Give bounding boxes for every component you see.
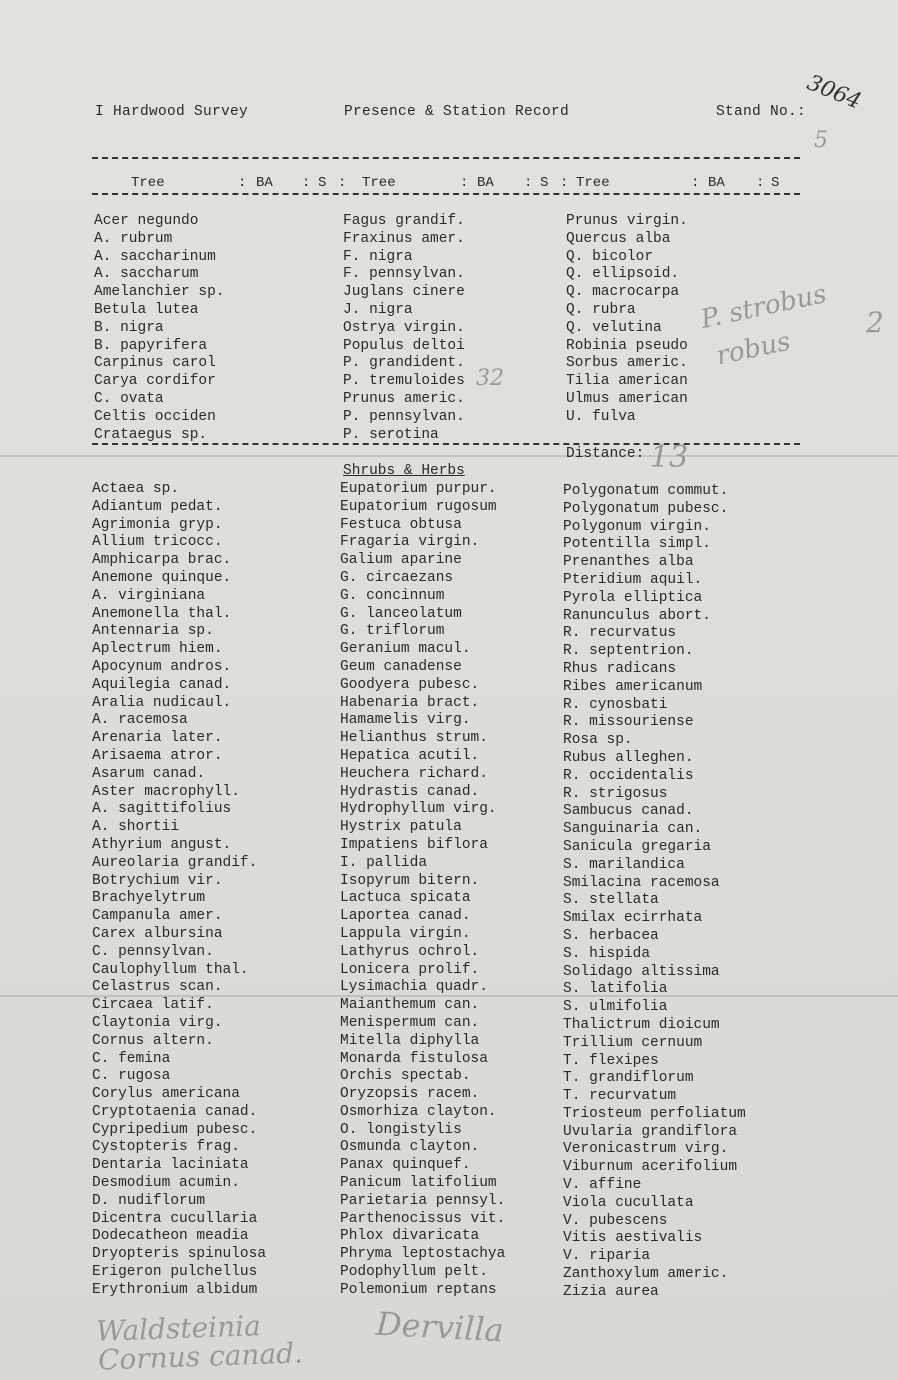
species-entry: Potentilla simpl. [563, 536, 711, 553]
species-entry: I. pallida [340, 854, 428, 871]
species-entry: Celastrus scan. [92, 979, 223, 996]
species-entry: Q. velutina [566, 319, 662, 336]
separator-colon: : [560, 175, 569, 191]
species-entry: Erythronium albidum [92, 1281, 258, 1298]
species-entry: Geranium macul. [340, 641, 471, 658]
distance-label: Distance: [566, 446, 645, 462]
species-entry: Corylus americana [92, 1086, 240, 1103]
species-entry: Botrychium vir. [92, 872, 223, 889]
species-entry: Podophyllum pelt. [340, 1264, 488, 1281]
species-entry: G. lanceolatum [340, 605, 462, 622]
species-entry: Goodyera pubesc. [340, 676, 480, 693]
species-entry: Cornus altern. [92, 1032, 214, 1049]
s-header-3: S [771, 175, 780, 191]
species-entry: Cryptotaenia canad. [92, 1103, 258, 1120]
separator-colon: : [756, 175, 765, 191]
species-entry: Menispermum can. [340, 1014, 480, 1031]
species-entry: J. nigra [343, 301, 413, 318]
species-entry: Solidago altissima [563, 963, 720, 980]
species-entry: U. fulva [566, 408, 636, 425]
species-entry: Arenaria later. [92, 730, 223, 747]
species-entry: Amelanchier sp. [94, 284, 225, 301]
species-entry: Allium tricocc. [92, 534, 223, 551]
species-entry: Thalictrum dioicum [563, 1016, 720, 1033]
species-entry: Amphicarpa brac. [92, 552, 232, 569]
species-entry: Geum canadense [340, 658, 462, 675]
species-entry: Monarda fistulosa [340, 1050, 488, 1067]
species-entry: Zanthoxylum americ. [563, 1266, 729, 1283]
species-entry: Lysimachia quadr. [340, 979, 488, 996]
species-entry: Aralia nudicaul. [92, 694, 232, 711]
species-entry: Sambucus canad. [563, 803, 694, 820]
species-entry: Celtis occiden [94, 408, 216, 425]
species-entry: Osmunda clayton. [340, 1139, 480, 1156]
header-rule-top [92, 157, 800, 159]
species-entry: Lonicera prolif. [340, 961, 480, 978]
stand-number: 3064 [803, 70, 865, 115]
tree-header-2: Tree [362, 175, 396, 191]
species-entry: Claytonia virg. [92, 1014, 223, 1031]
species-entry: Viburnum acerifolium [563, 1159, 738, 1176]
species-entry: Triosteum perfoliatum [563, 1105, 746, 1122]
species-entry: Apocynum andros. [92, 658, 232, 675]
corner-mark: 5 [814, 128, 828, 153]
species-entry: Ulmus american [566, 390, 688, 407]
species-entry: Juglans cinere [343, 284, 465, 301]
species-entry: A. virginiana [92, 587, 206, 604]
separator-colon: : [691, 175, 700, 191]
species-entry: S. marilandica [563, 856, 685, 873]
species-entry: Eupatorium rugosum [340, 498, 497, 515]
species-entry: Prunus americ. [343, 390, 465, 407]
species-entry: Cypripedium pubesc. [92, 1121, 258, 1138]
separator-colon: : [302, 175, 311, 191]
species-entry: C. ovata [94, 390, 164, 407]
species-entry: Veronicastrum virg. [563, 1141, 729, 1158]
tree-header-1: Tree [131, 175, 165, 191]
species-entry: Dryopteris spinulosa [92, 1246, 267, 1263]
tremuloides-note: 32 [476, 366, 504, 391]
species-entry: Viola cucullata [563, 1194, 694, 1211]
margin-note-strobus: P. strobus [698, 279, 830, 335]
species-entry: Laportea canad. [340, 908, 471, 925]
shrubs-herbs-heading: Shrubs & Herbs [343, 463, 465, 479]
species-entry: Phryma leptostachya [340, 1246, 506, 1263]
species-entry: Cystopteris frag. [92, 1139, 240, 1156]
bottom-note-dervilla: Dervilla [375, 1304, 505, 1350]
species-entry: Dentaria laciniata [92, 1157, 249, 1174]
species-entry: Polygonum virgin. [563, 518, 711, 535]
species-entry: Ostrya virgin. [343, 319, 465, 336]
species-entry: Fraxinus amer. [343, 230, 465, 247]
species-entry: Mitella diphylla [340, 1032, 480, 1049]
species-entry: A. racemosa [92, 712, 188, 729]
species-entry: Q. bicolor [566, 248, 654, 265]
species-entry: Hydrastis canad. [340, 783, 480, 800]
species-entry: Phlox divaricata [340, 1228, 480, 1245]
species-entry: O. longistylis [340, 1121, 462, 1138]
stand-no-label: Stand No.: [716, 104, 807, 120]
separator-colon: : [460, 175, 469, 191]
species-entry: Prenanthes alba [563, 554, 694, 571]
species-entry: R. cynosbati [563, 696, 668, 713]
species-entry: V. pubescens [563, 1212, 668, 1229]
species-entry: Caulophyllum thal. [92, 961, 249, 978]
species-entry: G. circaezans [340, 569, 454, 586]
species-entry: Populus deltoi [343, 337, 465, 354]
species-entry: G. triflorum [340, 623, 445, 640]
herb-list-col2 [340, 481, 505, 1300]
species-entry: Sorbus americ. [566, 355, 688, 372]
species-entry: Isopyrum bitern. [340, 872, 480, 889]
tree-header-3: Tree [576, 175, 610, 191]
species-entry: Quercus alba [566, 230, 671, 247]
bottom-note-cornus: Cornus canad. [97, 1336, 304, 1377]
header-rule-bottom [92, 193, 800, 195]
species-entry: T. grandiflorum [563, 1070, 694, 1087]
species-entry: V. affine [563, 1177, 642, 1194]
species-entry: T. recurvatum [563, 1088, 677, 1105]
species-entry: B. nigra [94, 319, 164, 336]
species-entry: C. pennsylvan. [92, 943, 214, 960]
species-entry: Campanula amer. [92, 908, 223, 925]
species-entry: Maianthemum can. [340, 997, 480, 1014]
species-entry: Crataegus sp. [94, 426, 208, 443]
species-entry: A. saccharinum [94, 248, 216, 265]
margin-note-count: 2 [866, 306, 884, 339]
species-entry: P. serotina [343, 426, 439, 443]
species-entry: T. flexipes [563, 1052, 659, 1069]
tree-list-col1 [94, 213, 225, 444]
species-entry: S. stellata [563, 892, 659, 909]
species-entry: Erigeron pulchellus [92, 1264, 258, 1281]
species-entry: S. herbacea [563, 927, 659, 944]
species-entry: Zizia aurea [563, 1283, 659, 1300]
species-entry: Dicentra cucullaria [92, 1210, 258, 1227]
species-entry: Uvularia grandiflora [563, 1123, 738, 1140]
species-entry: R. occidentalis [563, 767, 694, 784]
species-entry: Robinia pseudo [566, 337, 688, 354]
separator-colon: : [238, 175, 247, 191]
species-entry: Polemonium reptans [340, 1281, 497, 1298]
species-entry: D. nudiflorum [92, 1192, 206, 1209]
ba-header-3: BA [708, 175, 725, 191]
margin-note-robus: robus [713, 326, 794, 372]
species-entry: Polygonatum pubesc. [563, 500, 729, 517]
species-entry: Pyrola elliptica [563, 589, 703, 606]
species-entry: A. shortii [92, 819, 180, 836]
distance-value: 13 [650, 440, 689, 475]
species-entry: A. sagittifolius [92, 801, 232, 818]
species-entry: Festuca obtusa [340, 516, 462, 533]
species-entry: V. riparia [563, 1248, 651, 1265]
species-entry: Sanicula gregaria [563, 838, 711, 855]
trees-rule [92, 443, 800, 445]
species-entry: G. concinnum [340, 587, 445, 604]
species-entry: F. pennsylvan. [343, 266, 465, 283]
species-entry: Rubus alleghen. [563, 749, 694, 766]
species-entry: A. saccharum [94, 266, 199, 283]
species-entry: Heuchera richard. [340, 765, 488, 782]
species-entry: Hamamelis virg. [340, 712, 471, 729]
species-entry: Aster macrophyll. [92, 783, 240, 800]
species-entry: Anemone quinque. [92, 569, 232, 586]
species-entry: Pteridium aquil. [563, 571, 703, 588]
species-entry: Fragaria virgin. [340, 534, 480, 551]
species-entry: S. ulmifolia [563, 999, 668, 1016]
species-entry: Antennaria sp. [92, 623, 214, 640]
herb-list-col1 [92, 481, 266, 1300]
species-entry: Panicum latifolium [340, 1175, 497, 1192]
species-entry: P. grandident. [343, 355, 465, 372]
species-entry: S. hispida [563, 945, 651, 962]
species-entry: Circaea latif. [92, 997, 214, 1014]
ba-header-2: BA [477, 175, 494, 191]
species-entry: Betula lutea [94, 301, 199, 318]
species-entry: Q. macrocarpa [566, 284, 680, 301]
species-entry: Q. ellipsoid. [566, 266, 680, 283]
species-entry: Panax quinquef. [340, 1157, 471, 1174]
species-entry: R. recurvatus [563, 625, 677, 642]
species-entry: Agrimonia gryp. [92, 516, 223, 533]
species-entry: F. nigra [343, 248, 413, 265]
species-entry: Lathyrus ochrol. [340, 943, 480, 960]
paper-fold-line [0, 455, 898, 457]
species-entry: Hepatica acutil. [340, 747, 480, 764]
species-entry: Galium aparine [340, 552, 462, 569]
species-entry: Lappula virgin. [340, 925, 471, 942]
species-entry: Impatiens biflora [340, 836, 488, 853]
species-entry: Asarum canad. [92, 765, 206, 782]
species-entry: Rosa sp. [563, 732, 633, 749]
species-entry: Smilacina racemosa [563, 874, 720, 891]
species-entry: Ranunculus abort. [563, 607, 711, 624]
ba-header-1: BA [256, 175, 273, 191]
herb-list-col3 [563, 483, 746, 1302]
species-entry: P. pennsylvan. [343, 408, 465, 425]
species-entry: Aureolaria grandif. [92, 854, 258, 871]
bottom-note-waldsteinia: Waldsteinia [95, 1309, 262, 1348]
species-entry: Osmorhiza clayton. [340, 1103, 497, 1120]
species-entry: Fagus grandif. [343, 213, 465, 229]
tree-list-col3 [566, 213, 688, 427]
species-entry: Lactuca spicata [340, 890, 471, 907]
record-title: Presence & Station Record [344, 104, 570, 120]
species-entry: A. rubrum [94, 230, 173, 247]
species-entry: Anemonella thal. [92, 605, 232, 622]
species-entry: Desmodium acumin. [92, 1175, 240, 1192]
species-entry: Vitis aestivalis [563, 1230, 703, 1247]
species-entry: Trillium cernuum [563, 1034, 703, 1051]
species-entry: C. femina [92, 1050, 171, 1067]
species-entry: Brachyelytrum [92, 890, 206, 907]
species-entry: Parietaria pennsyl. [340, 1192, 506, 1209]
species-entry: Helianthus strum. [340, 730, 488, 747]
species-entry: Carya cordifor [94, 373, 216, 390]
tree-list-col2 [343, 213, 465, 444]
species-entry: Q. rubra [566, 301, 636, 318]
species-entry: Polygonatum commut. [563, 483, 729, 499]
survey-title: I Hardwood Survey [95, 104, 249, 120]
species-entry: Athyrium angust. [92, 836, 232, 853]
species-entry: Tilia american [566, 373, 688, 390]
species-entry: Rhus radicans [563, 660, 677, 677]
species-entry: C. rugosa [92, 1068, 171, 1085]
species-entry: Actaea sp. [92, 481, 180, 497]
species-entry: Acer negundo [94, 213, 199, 229]
s-header-1: S [318, 175, 327, 191]
species-entry: B. papyrifera [94, 337, 208, 354]
species-entry: Habenaria bract. [340, 694, 480, 711]
separator-colon: : [524, 175, 533, 191]
species-entry: Eupatorium purpur. [340, 481, 497, 497]
species-entry: Adiantum pedat. [92, 498, 223, 515]
species-entry: R. septentrion. [563, 643, 694, 660]
species-entry: Dodecatheon meadia [92, 1228, 249, 1245]
species-entry: Carex albursina [92, 925, 223, 942]
species-entry: R. missouriense [563, 714, 694, 731]
species-entry: Prunus virgin. [566, 213, 688, 229]
species-entry: P. tremuloides [343, 373, 465, 390]
species-entry: Orchis spectab. [340, 1068, 471, 1085]
species-entry: R. strigosus [563, 785, 668, 802]
species-entry: Oryzopsis racem. [340, 1086, 480, 1103]
species-entry: Ribes americanum [563, 678, 703, 695]
species-entry: S. latifolia [563, 981, 668, 998]
species-entry: Sanguinaria can. [563, 821, 703, 838]
species-entry: Hystrix patula [340, 819, 462, 836]
species-entry: Parthenocissus vit. [340, 1210, 506, 1227]
species-entry: Hydrophyllum virg. [340, 801, 497, 818]
species-entry: Smilax ecirrhata [563, 910, 703, 927]
s-header-2: S [540, 175, 549, 191]
species-entry: Carpinus carol [94, 355, 216, 372]
separator-colon: : [338, 175, 347, 191]
species-entry: Arisaema atror. [92, 747, 223, 764]
species-entry: Aplectrum hiem. [92, 641, 223, 658]
species-entry: Aquilegia canad. [92, 676, 232, 693]
